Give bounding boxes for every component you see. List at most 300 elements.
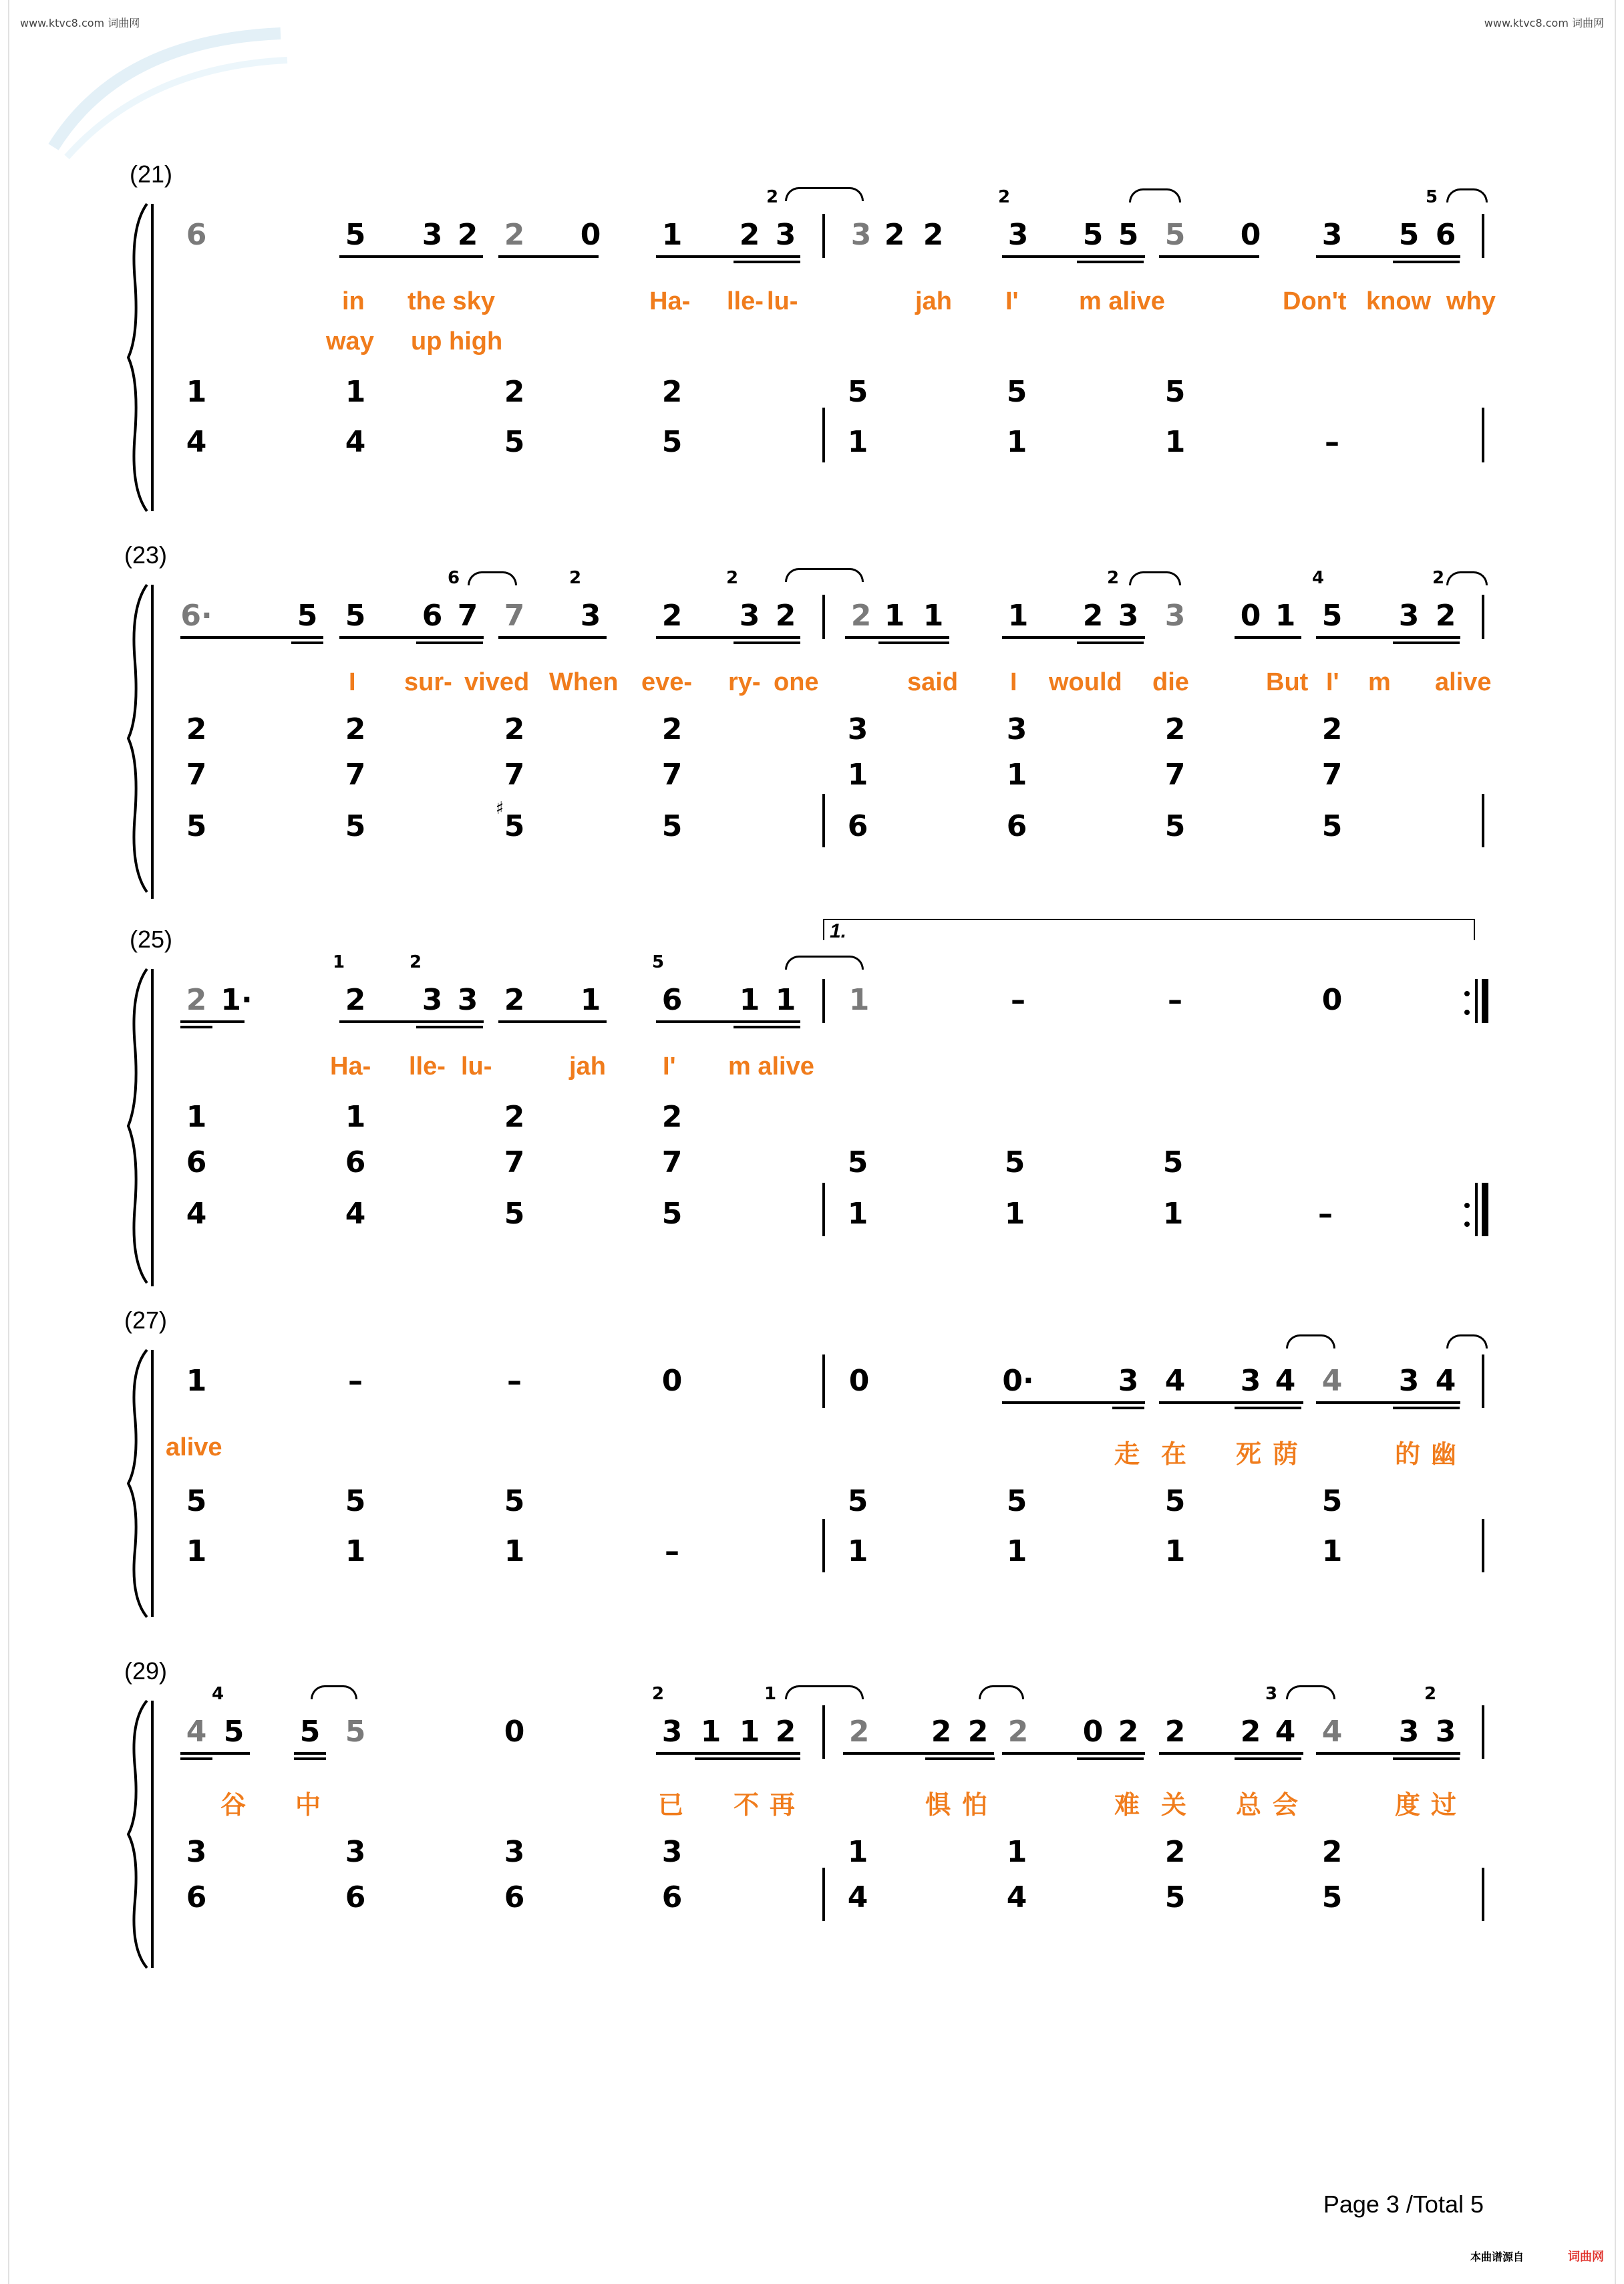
note: 5 [504,1197,525,1231]
lyric: 荫 [1273,1441,1299,1469]
note: 1 [1321,1534,1343,1568]
note: 5 [223,1715,245,1749]
beam [925,1757,995,1760]
grace-note: 6 [447,568,460,588]
beam [1316,1401,1460,1404]
note: 1 [345,1534,366,1568]
volta-bracket [823,919,1475,940]
rest-dash: – [1325,425,1339,459]
note: 5 [345,218,366,252]
volta-label: 1. [830,920,847,942]
beam [1002,255,1145,258]
system-line [151,204,154,511]
note: 1 [739,1715,760,1749]
note: 3 [1240,1364,1261,1398]
note: 2 [504,712,525,746]
rest-dash: – [1168,983,1182,1017]
tie [785,187,864,201]
note: 2 [661,375,683,409]
sharp-sign: ♯ [495,799,504,819]
note: 2 [661,712,683,746]
note: 1 [700,1715,721,1749]
lyric: 难 [1114,1792,1140,1820]
note: 6 [1006,809,1027,843]
note: 1 [504,1534,525,1568]
note: 0 [504,1715,525,1749]
lyric: m [1368,668,1391,696]
note: 5 [186,809,207,843]
note: 3 [1321,218,1343,252]
note: 5 [1321,599,1343,633]
note: 6 [186,1880,207,1914]
note: 6 [345,1880,366,1914]
barline [822,214,825,258]
lyric: one [774,668,819,696]
grace-note: 2 [725,568,739,588]
note: 1 [1162,1197,1184,1231]
note: 3 [457,983,478,1017]
note: 1 [1004,1197,1025,1231]
note: 1 [1006,1835,1027,1869]
beam [291,641,323,644]
grace-note: 5 [651,952,665,972]
lyric: I' [1005,287,1019,315]
barline [1482,794,1484,847]
beam [656,255,800,258]
note: 5 [1164,218,1186,252]
repeat-dot [1464,991,1470,996]
header-left-site: www.ktvc8.com 词曲网 [20,17,140,29]
beam [498,255,599,258]
tie [785,1685,864,1699]
note: 2 [345,983,366,1017]
note: 2 [661,599,683,633]
note: 5 [847,1145,868,1179]
note: 1 [1164,1534,1186,1568]
note: 7 [504,599,525,633]
note: 6 [422,599,443,633]
grace-note: 2 [997,187,1011,207]
note: 4 [186,425,207,459]
note: 7 [1164,758,1186,792]
grace-note: 2 [1106,568,1120,588]
beam [843,1752,994,1755]
lyric: 的 [1395,1441,1421,1469]
beam [1393,261,1460,263]
note: 4 [847,1880,868,1914]
beam [1077,641,1144,644]
note: 1 [847,1534,868,1568]
lyric: jah [915,287,952,315]
note: 3 [1164,599,1186,633]
tie [311,1685,357,1699]
note: 1 [847,758,868,792]
note: 2 [848,1715,870,1749]
note: 3 [580,599,601,633]
beam [180,1026,212,1028]
beam [180,1020,245,1023]
lyric: ry- [728,668,761,696]
note: 3 [739,599,760,633]
note: 6 [186,1145,207,1179]
note: 1 [186,375,207,409]
note: 4 [1321,1364,1343,1398]
note: 2 [1164,712,1186,746]
note: 5 [1006,375,1027,409]
note: 1 [1275,599,1296,633]
right-margin-rule [1615,0,1616,2284]
lyric: Ha- [330,1052,371,1081]
measure-number: (29) [124,1657,168,1685]
tie [979,1685,1024,1699]
note: 3 [1435,1715,1456,1749]
grace-note: 4 [1311,568,1325,588]
note: 2 [504,375,525,409]
beam [1112,1407,1144,1409]
note: 1 [1006,1534,1027,1568]
note: 5 [1321,1484,1343,1518]
note: 1 [186,1534,207,1568]
beam [1077,261,1144,263]
beam [180,1757,212,1760]
note: 5 [345,809,366,843]
note: 3 [661,1835,683,1869]
rest-dash: – [665,1534,679,1568]
grace-note: 2 [651,1684,665,1704]
lyric: 惧 [925,1792,951,1820]
note: 2 [504,218,525,252]
note: 2 [457,218,478,252]
note: 2 [1082,599,1104,633]
lyric: alive [1435,668,1492,696]
brace [127,1697,154,1971]
barline [1482,408,1484,462]
note: 0 [1240,599,1261,633]
note: 0 [848,1364,870,1398]
beam [734,261,800,263]
note: 4 [186,1715,207,1749]
system-line [151,585,154,899]
note: 1 [847,1835,868,1869]
beam [1393,1757,1460,1760]
note: 2 [1321,1835,1343,1869]
lyric: I [1010,668,1017,696]
note: 7 [1321,758,1343,792]
note: 4 [1006,1880,1027,1914]
beam [845,636,949,639]
beam [294,1752,326,1755]
repeat-dot [1464,1203,1470,1208]
note: 4 [1435,1364,1456,1398]
note: 3 [1007,218,1029,252]
lyric: m alive [1079,287,1165,315]
note: 3 [504,1835,525,1869]
note: 3 [1006,712,1027,746]
note: 6 [1435,218,1456,252]
beam [1235,1757,1301,1760]
lyric: lle- [727,287,764,315]
footer-logo: 词曲网 [1568,2250,1604,2264]
barline [1475,1183,1478,1236]
note: 2 [884,218,905,252]
lyric: 会 [1273,1792,1299,1820]
note: 5 [186,1484,207,1518]
system-line [151,969,154,1286]
note: 7 [504,758,525,792]
barline [822,1354,825,1408]
note: 3 [661,1715,683,1749]
tie [468,571,517,585]
lyric: 过 [1431,1792,1457,1820]
lyric: But [1266,668,1309,696]
note: 5 [1164,1880,1186,1914]
barline [822,595,825,639]
beam [1235,636,1301,639]
beam [416,641,483,644]
note: 5 [847,1484,868,1518]
note: 1 [847,1197,868,1231]
lyric: said [907,668,959,696]
note: 2 [1007,1715,1029,1749]
beam [656,1020,800,1023]
tie [1446,1334,1488,1348]
rest-dash: – [1318,1197,1333,1231]
barline [1482,1519,1484,1572]
note: 2 [775,599,796,633]
barline [1482,1868,1484,1921]
note: 6 [345,1145,366,1179]
brace [127,200,154,515]
lyric: I' [1326,668,1339,696]
rest-dash: – [507,1364,522,1398]
note: 0 [1240,218,1261,252]
note: 6 [504,1880,525,1914]
note: 3 [775,218,796,252]
footer-source: 本曲谱源自 [1470,2251,1524,2263]
note: 5 [1321,809,1343,843]
grace-note: 2 [766,187,779,207]
lyric: in [342,287,365,315]
note: 1 [186,1100,207,1134]
repeat-dot [1464,1222,1470,1227]
beam [180,1752,250,1755]
note: 2 [1321,712,1343,746]
note: 5 [1006,1484,1027,1518]
repeat-bar-thick [1482,1183,1488,1236]
note: 1 [739,983,760,1017]
lyric: lle- [409,1052,446,1081]
lyric: lu- [767,287,798,315]
beam [1002,1401,1145,1404]
note: 2 [1435,599,1456,633]
lyric: 走 [1114,1441,1140,1469]
rest-dash: – [1011,983,1025,1017]
lyric: 在 [1161,1441,1187,1469]
beam [339,1020,484,1023]
grace-note: 2 [569,568,582,588]
grace-note: 5 [1425,187,1438,207]
note: 2 [967,1715,989,1749]
note: 2 [504,1100,525,1134]
lyric: 谷 [220,1792,247,1820]
beam [1002,636,1145,639]
lyric: eve- [641,668,693,696]
grace-note: 2 [409,952,422,972]
beam [1159,1401,1303,1404]
beam [1393,641,1460,644]
beam [1159,255,1259,258]
note: 6 [186,218,207,252]
lyric: 死 [1236,1441,1262,1469]
brace [127,1346,154,1620]
note: 2 [345,712,366,746]
grace-note: 1 [764,1684,777,1704]
measure-number: (23) [124,541,168,569]
note: 3 [1398,1364,1420,1398]
note: 0· [1002,1364,1034,1398]
note: 5 [1082,218,1104,252]
note: 5 [345,599,366,633]
note: 4 [345,1197,366,1231]
note: 2 [1164,1715,1186,1749]
grace-note: 1 [332,952,345,972]
lyric: jah [569,1052,606,1081]
note: 0 [661,1364,683,1398]
note: 1 [923,599,944,633]
tie [1129,188,1181,202]
note: 5 [1398,218,1420,252]
note: 2 [661,1100,683,1134]
grace-note: 2 [1424,1684,1437,1704]
beam [1316,255,1460,258]
note: 0 [580,218,601,252]
note: 1 [345,1100,366,1134]
note: 1 [345,375,366,409]
barline [1482,595,1484,639]
note: 0 [1082,1715,1104,1749]
note: 3 [1118,599,1139,633]
note: 5 [504,809,525,843]
lyric: alive [166,1433,222,1461]
note: 1 [775,983,796,1017]
note: 1 [1006,425,1027,459]
note: 4 [345,425,366,459]
lyric: sur- [404,668,452,696]
note: 6 [847,809,868,843]
note: 1 [848,983,870,1017]
note: 5 [1164,375,1186,409]
note: 2 [186,712,207,746]
note: 7 [457,599,478,633]
lyric: 再 [770,1792,796,1820]
note: 5 [661,1197,683,1231]
beam [1393,1407,1460,1409]
note: 5 [1162,1145,1184,1179]
barline [822,1519,825,1572]
beam [498,1020,607,1023]
note: 5 [345,1484,366,1518]
beam [416,1026,483,1028]
beam [416,255,483,258]
repeat-bar-thick [1482,979,1488,1023]
repeat-dot [1464,1010,1470,1015]
note: 0 [1321,983,1343,1017]
left-margin-rule [8,0,9,2284]
grace-note: 4 [211,1684,224,1704]
note: 2 [1164,1835,1186,1869]
watermark-logo [40,13,294,167]
lyric: 已 [658,1792,684,1820]
beam [339,636,484,639]
lyric: know [1366,287,1432,315]
barline [822,1868,825,1921]
lyric: Don't [1283,287,1347,315]
note: 5 [661,425,683,459]
note: 3 [847,712,868,746]
barline [822,794,825,847]
note: 5 [1164,1484,1186,1518]
tie [785,956,864,970]
note: 4 [1321,1715,1343,1749]
note: 1 [186,1364,207,1398]
header-right-site: www.ktvc8.com 词曲网 [1484,17,1604,29]
note: 1 [847,425,868,459]
note: 2 [931,1715,952,1749]
lyric: would [1049,668,1122,696]
note: 4 [1164,1364,1186,1398]
note: 5 [504,425,525,459]
note: 5 [1164,809,1186,843]
note: 7 [186,758,207,792]
note: 3 [422,218,443,252]
lyric: When [549,668,619,696]
lyric: I [349,668,356,696]
beam [656,1752,800,1755]
note: 2 [775,1715,796,1749]
barline [822,979,825,1023]
note: 1 [1164,425,1186,459]
grace-note: 3 [1265,1684,1278,1704]
lyric: up high [411,327,503,355]
note: 1 [1006,758,1027,792]
note: 5 [299,1715,321,1749]
lyric: m alive [728,1052,814,1081]
note: 2 [186,983,207,1017]
note: 5 [345,1715,366,1749]
beam [1235,1407,1301,1409]
note: 3 [1118,1364,1139,1398]
lyric: vived [464,668,530,696]
note: 5 [1118,218,1139,252]
note: 7 [661,758,683,792]
note: 7 [661,1145,683,1179]
beam [734,641,800,644]
barline [1482,1705,1484,1759]
lyric: 中 [295,1792,321,1820]
note: 3 [850,218,872,252]
note: 5 [1004,1145,1025,1179]
beam [734,1026,800,1028]
beam [180,636,323,639]
tie [1446,571,1488,585]
note: 1 [1007,599,1029,633]
grace-note: 2 [1432,568,1445,588]
page-number: Page 3 /Total 5 [1323,2190,1484,2218]
beam [1316,1752,1460,1755]
lyric: 幽 [1431,1441,1457,1469]
beam [1077,1757,1144,1760]
barline [1482,1354,1484,1408]
